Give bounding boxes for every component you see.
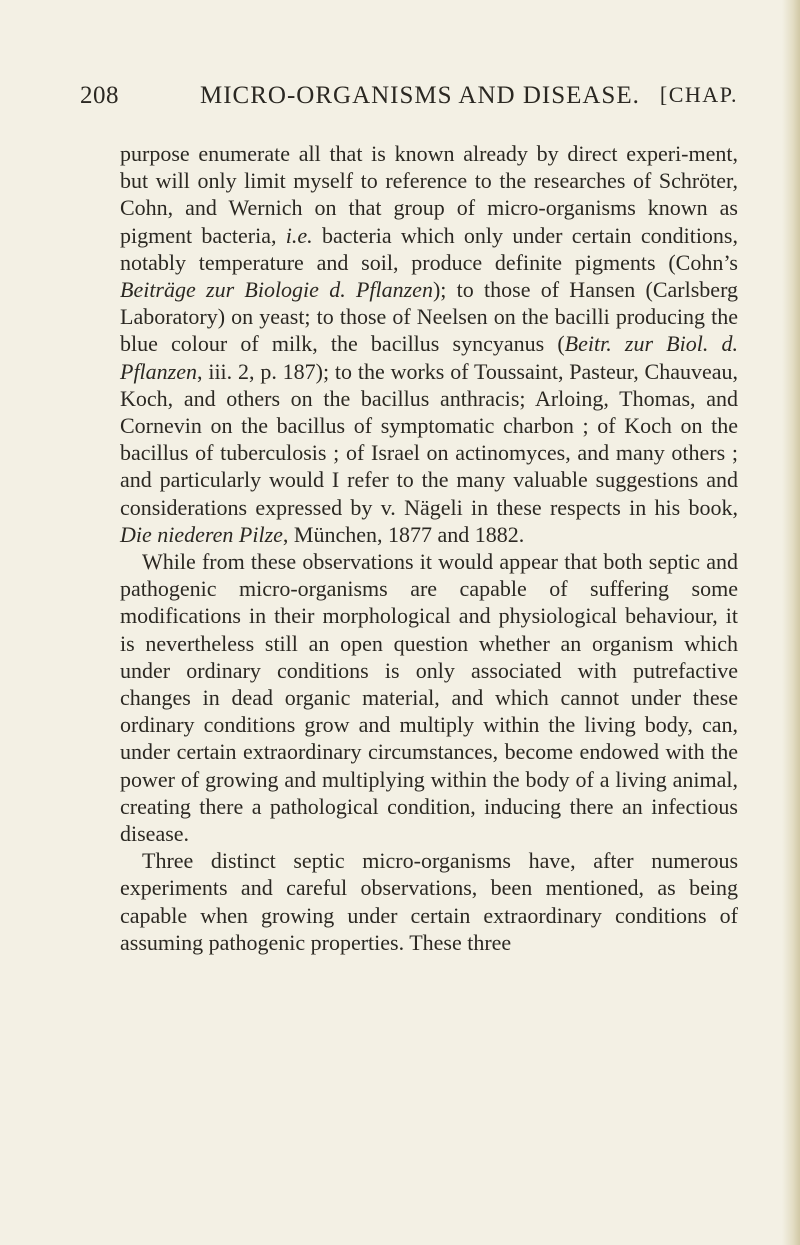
running-title: MICRO-ORGANISMS AND DISEASE.	[200, 82, 640, 109]
body-text	[120, 140, 738, 956]
book-page	[80, 82, 738, 956]
running-head	[80, 82, 738, 118]
text-run: purpose enumerate all that is known already by direct experi-ment, but will only limit myself to reference to the researches of Schröter, Cohn, and Wernich on that group of micro-organisms known as pigment bacteria,	[120, 141, 738, 248]
text-run: , München, 1877 and 1882.	[282, 521, 525, 547]
paragraph	[120, 140, 738, 548]
italic-reference: Beitr. zur Biol. d. Pflanzen	[120, 331, 738, 384]
paragraph	[120, 847, 738, 956]
chapter-label: [CHAP.	[659, 82, 738, 107]
text-run: bacteria which only under certain conditions, notably temperature and soil, produce definite pigments (Cohn’s	[120, 222, 738, 275]
text-run: While from these observations it would appear that both septic and pathogenic micro-organisms are capable of suffering some modifications in their morphological and physiological behaviour, it is nevertheless still an open question whether an organism which under ordinary conditions is only associated with putrefactive changes in dead organic material, and which cannot under these ordinary conditions grow and multiply within the living body, can, under certain extraordinary circumstances, become endowed with the power of growing and multiplying within the body of a living animal, creating there a pathological condition, inducing there an infectious disease.	[120, 549, 738, 847]
italic-reference: Beiträge zur Biologie d. Pflanzen	[120, 277, 433, 303]
text-run: , iii. 2, p. 187); to the works of Toussaint, Pasteur, Chauveau, Koch, and others on the bacillus anthracis; Arloing, Thomas, and Cornevin on the bacillus of symptomatic charbon ; of Koch on the bacillus of tuberculosis ; of Israel on actinomyces, and many others ; and particularly would I refer to the many valuable suggestions and considerations expressed by v. Nägeli in these respects in his book,	[120, 358, 738, 520]
page-edge-shadow	[782, 0, 800, 1245]
paragraph	[120, 548, 738, 847]
page-number: 208	[80, 82, 119, 109]
italic-reference: i.e.	[285, 222, 313, 248]
text-run: ); to those of Hansen (Carlsberg Laboratory) on yeast; to those of Neelsen on the bacilli producing the blue colour of milk, the bacillus syncyanus (	[120, 277, 738, 357]
text-run: Three distinct septic micro-organisms have, after numerous experiments and careful observations, been mentioned, as being capable when growing under certain extraordinary conditions of assuming pathogenic properties. These three	[120, 848, 738, 955]
italic-reference: Die niederen Pilze	[120, 521, 283, 547]
